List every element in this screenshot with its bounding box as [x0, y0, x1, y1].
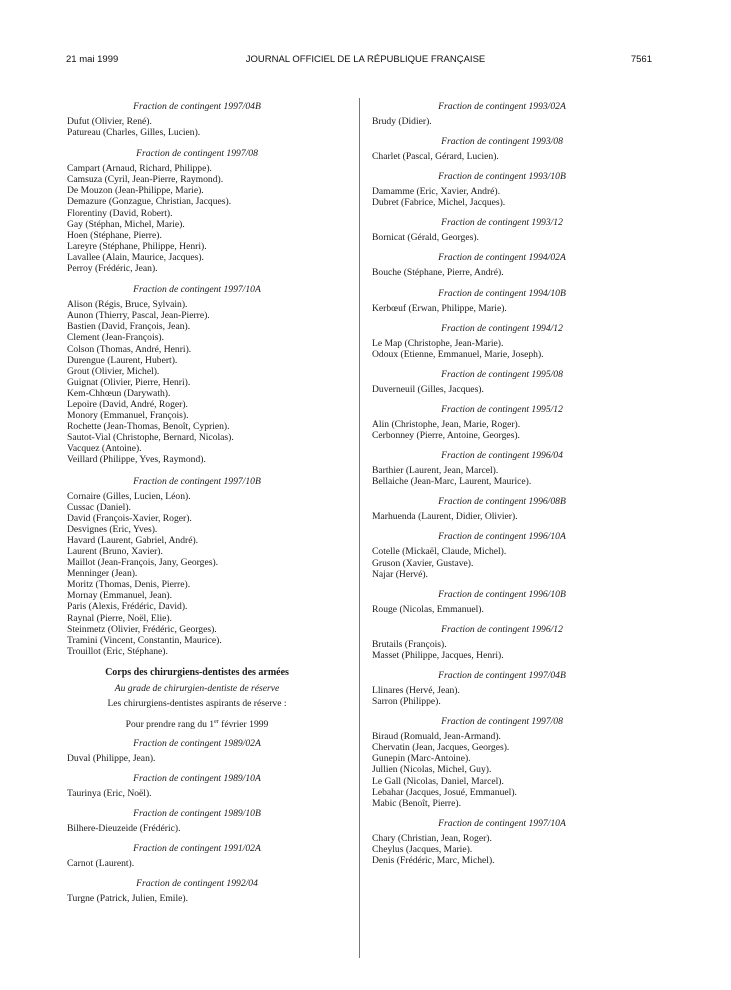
name-entry: Cotelle (Mickaël, Claude, Michel).: [372, 546, 507, 558]
name-entry: Mornay (Emmanuel, Jean).: [67, 590, 172, 602]
name-entry: Monory (Emmanuel, François).: [67, 410, 189, 422]
name-entry: Hoen (Stéphane, Pierre).: [67, 229, 162, 241]
name-entry: Bornicat (Gérald, Georges).: [372, 232, 479, 244]
section-heading: Fraction de contingent 1991/02A: [133, 843, 261, 855]
name-entry: Clement (Jean-François).: [67, 332, 164, 344]
section-heading: Fraction de contingent 1989/10B: [133, 808, 261, 820]
section-heading: Fraction de contingent 1993/02A: [438, 101, 566, 112]
section-heading: Fraction de contingent 1997/10A: [133, 284, 261, 296]
section-heading: Fraction de contingent 1995/12: [441, 403, 563, 415]
name-entry: Raynal (Pierre, Noël, Elie).: [67, 612, 172, 624]
corps-title: Corps des chirurgiens-dentistes des armées: [105, 666, 289, 678]
name-entry: Sarron (Philippe).: [372, 696, 441, 708]
right-sections: [372, 101, 632, 866]
name-list: [67, 788, 327, 799]
name-entry: Le Map (Christophe, Jean-Marie).: [372, 337, 504, 349]
name-entry: Chary (Christian, Jean, Roger).: [372, 832, 492, 844]
name-list: [67, 858, 327, 869]
contingent-section: [372, 531, 632, 579]
name-entry: Lepoire (David, André, Roger).: [67, 398, 188, 410]
rang-line: [67, 719, 327, 731]
name-entry: Cornaire (Gilles, Lucien, Léon).: [67, 490, 191, 502]
name-entry: Brutails (François).: [372, 638, 447, 650]
section-heading: Fraction de contingent 1996/10B: [438, 588, 566, 600]
contingent-section: [372, 450, 632, 487]
name-list: [372, 151, 632, 162]
section-heading: Fraction de contingent 1994/10B: [438, 287, 566, 299]
aspirants-line: Les chirurgiens-dentistes aspirants de réserve :: [107, 697, 287, 709]
name-list: [372, 731, 632, 809]
name-entry: Lavallee (Alain, Maurice, Jacques).: [67, 251, 204, 263]
name-list: [372, 465, 632, 487]
section-heading: Fraction de contingent 1997/08: [136, 148, 258, 160]
contingent-section: [67, 284, 327, 465]
name-list: [372, 267, 632, 278]
grade-subtitle: Au grade de chirurgien-dentiste de réserve: [114, 682, 280, 694]
section-heading: Fraction de contingent 1994/12: [441, 322, 563, 334]
rang-suffix: février 1999: [218, 718, 269, 730]
name-entry: Bellaiche (Jean-Marc, Laurent, Maurice).: [372, 476, 532, 488]
name-entry: Demazure (Gonzague, Christian, Jacques).: [67, 196, 232, 208]
name-entry: Jullien (Nicolas, Michel, Guy).: [372, 764, 492, 776]
contingent-section: [67, 808, 327, 834]
contingent-section: [372, 288, 632, 314]
section-heading: Fraction de contingent 1997/04B: [133, 101, 261, 112]
name-list: [67, 893, 327, 904]
section-heading: Fraction de contingent 1996/10A: [438, 531, 566, 543]
name-entry: Cheylus (Jacques, Marie).: [372, 843, 473, 855]
name-entry: Alin (Christophe, Jean, Marie, Roger).: [372, 418, 521, 430]
name-entry: Denis (Frédéric, Marc, Michel).: [372, 855, 495, 866]
name-list: [67, 163, 327, 274]
name-list: [67, 753, 327, 764]
name-entry: Moritz (Thomas, Denis, Pierre).: [67, 579, 191, 591]
contingent-section: [372, 818, 632, 866]
name-list: [67, 491, 327, 657]
name-entry: Duverneuil (Gilles, Jacques).: [372, 383, 484, 395]
name-entry: Vacquez (Antoine).: [67, 443, 142, 455]
name-entry: Rochette (Jean-Thomas, Benoît, Cyprien).: [67, 421, 230, 433]
contingent-section: [372, 670, 632, 707]
contingent-section: [372, 624, 632, 661]
name-entry: Lareyre (Stéphane, Philippe, Henri).: [67, 240, 207, 252]
section-heading: Fraction de contingent 1996/08B: [438, 496, 566, 508]
contingent-section: [372, 171, 632, 208]
contingent-section: [67, 476, 327, 657]
contingent-section: [67, 773, 327, 799]
contingent-section: [372, 217, 632, 243]
section-heading: Fraction de contingent 1994/02A: [438, 252, 566, 264]
section-heading: Fraction de contingent 1993/10B: [438, 171, 566, 183]
name-entry: Colson (Thomas, André, Henri).: [67, 343, 192, 355]
contingent-section: [372, 252, 632, 278]
header-date: 21 mai 1999: [66, 54, 119, 65]
name-entry: Cussac (Daniel).: [67, 501, 131, 513]
contingent-section: [372, 716, 632, 809]
name-list: [372, 116, 632, 127]
section-heading: Fraction de contingent 1996/12: [441, 623, 563, 635]
name-entry: Grout (Olivier, Michel).: [67, 365, 160, 377]
name-list: [67, 116, 327, 138]
name-entry: Durengue (Laurent, Hubert).: [67, 354, 178, 366]
rang-prefix: Pour prendre rang du 1: [125, 718, 215, 730]
name-entry: Llinares (Hervé, Jean).: [372, 684, 460, 696]
name-entry: De Mouzon (Jean-Philippe, Marie).: [67, 185, 204, 197]
name-entry: Odoux (Etienne, Emmanuel, Marie, Joseph).: [372, 348, 544, 360]
name-entry: Kerbœuf (Erwan, Philippe, Marie).: [372, 302, 507, 314]
name-list: [372, 639, 632, 661]
section-heading: Fraction de contingent 1997/10B: [133, 475, 261, 487]
name-entry: Masset (Philippe, Jacques, Henri).: [372, 649, 504, 661]
name-entry: Mabic (Benoît, Pierre).: [372, 797, 461, 809]
section-heading: Fraction de contingent 1995/08: [441, 368, 563, 380]
name-list: [372, 186, 632, 208]
section-heading: Fraction de contingent 1997/08: [441, 716, 563, 728]
contingent-section: [372, 589, 632, 615]
section-heading: Fraction de contingent 1992/04: [136, 878, 258, 890]
name-entry: Patureau (Charles, Gilles, Lucien).: [67, 127, 201, 139]
contingent-section: [372, 136, 632, 162]
rang-sup: er: [214, 718, 219, 725]
name-list: [372, 384, 632, 395]
name-list: [372, 303, 632, 314]
left-sections-bottom: [67, 738, 327, 904]
contingent-section: [372, 101, 632, 127]
contingent-section: [372, 404, 632, 441]
column-divider: [359, 98, 360, 958]
name-entry: David (François-Xavier, Roger).: [67, 512, 192, 524]
name-list: [372, 511, 632, 522]
section-heading: Fraction de contingent 1993/08: [441, 136, 563, 148]
name-entry: Alison (Régis, Bruce, Sylvain).: [67, 299, 188, 311]
contingent-section: [372, 323, 632, 360]
left-sections-top: [67, 101, 327, 657]
section-heading: Fraction de contingent 1997/04B: [438, 669, 566, 681]
name-entry: Guignat (Olivier, Pierre, Henri).: [67, 376, 191, 388]
contingent-section: [67, 843, 327, 869]
name-entry: Sautot-Vial (Christophe, Bernard, Nicolas).: [67, 432, 234, 444]
name-entry: Rouge (Nicolas, Emmanuel).: [372, 603, 484, 615]
section-heading: Fraction de contingent 1996/04: [441, 450, 563, 462]
name-entry: Barthier (Laurent, Jean, Marcel).: [372, 465, 499, 477]
name-list: [67, 299, 327, 465]
name-entry: Havard (Laurent, Gabriel, André).: [67, 534, 199, 546]
name-list: [372, 546, 632, 579]
name-entry: Gay (Stéphan, Michel, Marie).: [67, 218, 185, 230]
name-entry: Chervatin (Jean, Jacques, Georges).: [372, 742, 510, 754]
journal-title: JOURNAL OFFICIEL DE LA RÉPUBLIQUE FRANÇAISE: [245, 54, 486, 65]
name-entry: Laurent (Bruno, Xavier).: [67, 546, 163, 557]
name-entry: Dubret (Fabrice, Michel, Jacques).: [372, 197, 506, 209]
name-entry: Carnot (Laurent).: [67, 858, 135, 870]
name-entry: Kem-Chhœun (Darywath).: [67, 387, 171, 399]
name-entry: Camsuza (Cyril, Jean-Pierre, Raymond).: [67, 174, 224, 186]
section-heading: Fraction de contingent 1989/10A: [133, 773, 261, 785]
name-entry: Cerbonney (Pierre, Antoine, Georges).: [372, 430, 520, 442]
name-entry: Le Gall (Nicolas, Daniel, Marcel).: [372, 775, 504, 787]
name-entry: Lebahar (Jacques, Josué, Emmanuel).: [372, 786, 517, 798]
name-entry: Tramini (Vincent, Constantin, Maurice).: [67, 634, 222, 646]
name-entry: Najar (Hervé).: [372, 568, 428, 580]
name-entry: Trouillot (Eric, Stéphane).: [67, 645, 168, 657]
name-list: [372, 604, 632, 615]
name-entry: Gunepin (Marc-Antoine).: [372, 753, 471, 765]
name-entry: Charlet (Pascal, Gérard, Lucien).: [372, 151, 499, 163]
name-entry: Florentiny (David, Robert).: [67, 207, 173, 219]
name-entry: Maillot (Jean-François, Jany, Georges).: [67, 557, 219, 569]
name-entry: Duval (Philippe, Jean).: [67, 752, 156, 764]
name-list: [372, 833, 632, 866]
name-entry: Desvignes (Eric, Yves).: [67, 523, 158, 535]
corps-block: [67, 667, 327, 731]
contingent-section: [67, 878, 327, 904]
page-number: 7561: [630, 54, 652, 65]
contingent-section: [67, 101, 327, 138]
name-list: [372, 232, 632, 243]
name-list: [372, 338, 632, 360]
name-entry: Steinmetz (Olivier, Frédéric, Georges).: [67, 623, 217, 635]
name-entry: Gruson (Xavier, Gustave).: [372, 557, 474, 569]
name-entry: Veillard (Philippe, Yves, Raymond).: [67, 454, 206, 466]
name-entry: Campart (Arnaud, Richard, Philippe).: [67, 163, 212, 175]
name-entry: Perroy (Frédéric, Jean).: [67, 263, 158, 275]
name-list: [67, 823, 327, 834]
name-entry: Biraud (Romuald, Jean-Armand).: [372, 731, 501, 743]
name-entry: Marhuenda (Laurent, Didier, Olivier).: [372, 511, 518, 523]
name-entry: Dufut (Olivier, René).: [67, 116, 152, 127]
section-heading: Fraction de contingent 1997/10A: [438, 817, 566, 829]
name-entry: Bastien (David, François, Jean).: [67, 321, 191, 333]
name-entry: Menninger (Jean).: [67, 568, 138, 580]
name-entry: Taurinya (Eric, Noël).: [67, 788, 152, 800]
name-list: [372, 419, 632, 441]
name-entry: Bouche (Stéphane, Pierre, André).: [372, 267, 504, 279]
name-entry: Brudy (Didier).: [372, 116, 432, 127]
contingent-section: [372, 496, 632, 522]
contingent-section: [67, 738, 327, 764]
name-entry: Paris (Alexis, Frédéric, David).: [67, 601, 188, 613]
left-column: [67, 101, 327, 904]
name-entry: Damamme (Eric, Xavier, André).: [372, 186, 501, 198]
name-entry: Turgne (Patrick, Julien, Emile).: [67, 893, 188, 905]
name-entry: Aunon (Thierry, Pascal, Jean-Pierre).: [67, 310, 210, 322]
contingent-section: [372, 369, 632, 395]
section-heading: Fraction de contingent 1989/02A: [133, 737, 261, 749]
name-list: [372, 685, 632, 707]
contingent-section: [67, 148, 327, 274]
name-entry: Bilhere-Dieuzeide (Frédéric).: [67, 823, 181, 835]
section-heading: Fraction de contingent 1993/12: [441, 217, 563, 229]
right-column: [372, 101, 632, 866]
